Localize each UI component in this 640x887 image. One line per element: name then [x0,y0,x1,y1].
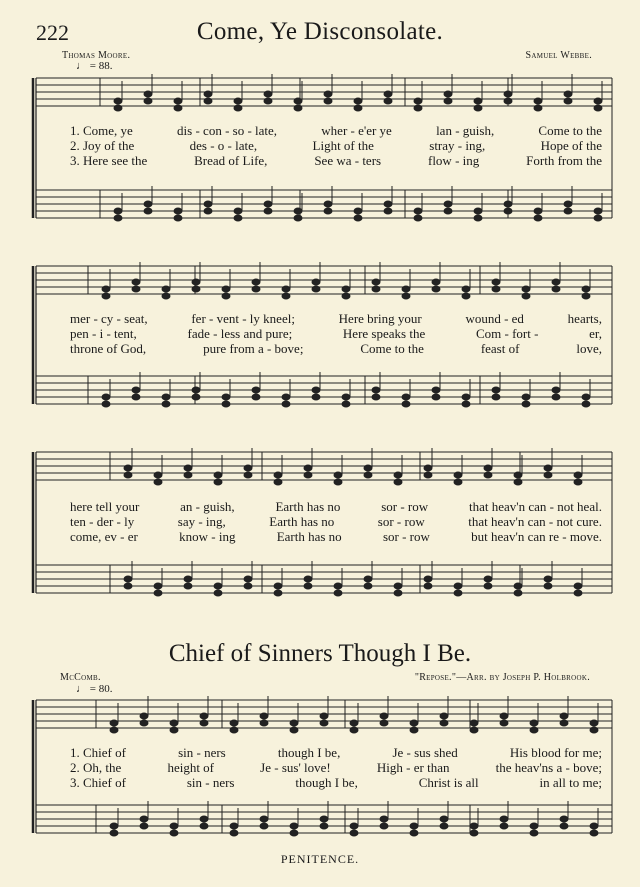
note-head [564,208,572,214]
note-head [324,201,332,207]
author-credit: Thomas Moore. [62,50,131,61]
note-head [424,576,432,582]
note-head [492,387,500,393]
note-head [462,401,470,407]
note-head [402,286,410,292]
note-head [184,472,192,478]
note-head [582,293,590,299]
lyrics-verse-2: ten - der - ly say - ing, Earth has no sor - row that heav'n can - not cure. [70,514,602,529]
note-head [364,583,372,589]
note-head [504,201,512,207]
note-head [102,286,110,292]
note-head [304,583,312,589]
note-head [544,576,552,582]
note-head [544,472,552,478]
note-head [454,590,462,596]
note-head [354,215,362,221]
note-head [320,713,328,719]
note-head [222,401,230,407]
note-head [380,720,388,726]
note-head [424,472,432,478]
note-head [192,279,200,285]
note-head [350,830,358,836]
note-head [380,816,388,822]
lyrics-verse-1: mer - cy - seat, fer - vent - ly kneel; Here bring your wound - ed hearts, [70,311,602,326]
note-head [414,215,422,221]
note-head [514,583,522,589]
note-head [204,201,212,207]
note-head [504,208,512,214]
note-head [424,583,432,589]
note-head [174,105,182,111]
note-head [174,215,182,221]
note-head [200,713,208,719]
tempo-marking: ♩ = 80. [76,683,113,695]
note-head [102,293,110,299]
note-head [514,472,522,478]
note-head [320,816,328,822]
note-head [484,576,492,582]
note-head [342,286,350,292]
note-head [444,91,452,97]
note-head [162,286,170,292]
note-head [200,823,208,829]
note-head [252,394,260,400]
note-head [342,401,350,407]
note-head [124,576,132,582]
note-head [372,279,380,285]
note-head [274,583,282,589]
note-head [474,98,482,104]
note-head [144,201,152,207]
note-head [394,590,402,596]
note-head [140,720,148,726]
note-head [184,583,192,589]
note-head [414,98,422,104]
note-head [264,98,272,104]
note-head [530,823,538,829]
note-head [132,286,140,292]
note-head [574,590,582,596]
note-head [582,401,590,407]
note-head [582,394,590,400]
note-head [282,286,290,292]
note-head [102,394,110,400]
note-head [170,720,178,726]
note-head [474,208,482,214]
note-head [184,576,192,582]
note-head [222,293,230,299]
note-head [594,105,602,111]
note-head [324,208,332,214]
note-head [454,472,462,478]
note-head [290,830,298,836]
note-head [560,713,568,719]
note-head [230,823,238,829]
note-head [244,583,252,589]
note-head [170,727,178,733]
note-head [470,727,478,733]
lyrics-verse-3: 3. Chief of sin - ners though I be, Christ is all in all to me; [70,775,602,790]
note-head [282,293,290,299]
note-head [294,105,302,111]
note-head [504,91,512,97]
note-head [410,830,418,836]
note-head [530,727,538,733]
note-head [154,590,162,596]
note-head [162,293,170,299]
lyrics-verse-2: 2. Oh, the height of Je - sus' love! High - er than the heav'ns a - bove; [70,760,602,775]
note-head [380,823,388,829]
note-head [402,293,410,299]
note-head [294,215,302,221]
note-head [594,215,602,221]
tune-name: McComb. [60,672,101,683]
note-head [560,816,568,822]
note-head [234,105,242,111]
note-head [170,830,178,836]
note-head [384,208,392,214]
note-head [522,401,530,407]
lyrics-verse-3: come, ev - er know - ing Earth has no sor - row but heav'n can re - move. [70,529,602,544]
note-head [440,713,448,719]
note-head [414,208,422,214]
note-head [274,590,282,596]
note-head [230,830,238,836]
note-head [440,816,448,822]
note-head [364,472,372,478]
note-head [462,293,470,299]
note-head [530,830,538,836]
note-head [200,816,208,822]
note-head [444,201,452,207]
note-head [474,215,482,221]
lyrics-verse-1: here tell your an - guish, Earth has no sor - row that heav'n can - not heal. [70,499,602,514]
note-head [522,293,530,299]
note-head [324,98,332,104]
note-head [474,105,482,111]
note-head [594,98,602,104]
note-head [114,208,122,214]
note-head [294,98,302,104]
note-head [372,394,380,400]
note-head [372,286,380,292]
note-head [534,98,542,104]
note-head [144,208,152,214]
note-head [394,479,402,485]
note-head [102,401,110,407]
note-head [244,465,252,471]
note-head [244,472,252,478]
note-head [192,387,200,393]
note-head [522,394,530,400]
note-head [252,387,260,393]
note-head [364,576,372,582]
note-head [114,215,122,221]
note-head [110,720,118,726]
note-head [124,472,132,478]
note-head [564,201,572,207]
note-head [544,465,552,471]
note-head [470,720,478,726]
note-head [144,91,152,97]
note-head [110,823,118,829]
note-head [154,479,162,485]
note-head [290,823,298,829]
note-head [350,823,358,829]
note-head [214,479,222,485]
note-head [384,91,392,97]
note-head [552,394,560,400]
note-head [492,394,500,400]
note-head [462,394,470,400]
note-head [304,576,312,582]
note-head [504,98,512,104]
note-head [384,98,392,104]
note-head [440,720,448,726]
note-head [462,286,470,292]
note-head [110,727,118,733]
note-head [492,286,500,292]
note-head [312,279,320,285]
note-head [124,465,132,471]
note-head [140,816,148,822]
arranger-credit: "Repose."—Arr. by Joseph P. Holbrook. [414,672,590,683]
note-head [590,823,598,829]
note-head [230,727,238,733]
lyrics-verse-1: 1. Come, ye dis - con - so - late, wher - e'er ye lan - guish, Come to the [70,123,602,138]
note-head [492,279,500,285]
note-head [534,105,542,111]
note-head [350,727,358,733]
note-head [260,713,268,719]
note-head [534,208,542,214]
note-head [522,286,530,292]
note-head [334,479,342,485]
note-head [154,472,162,478]
note-head [432,279,440,285]
note-head [500,823,508,829]
note-head [432,394,440,400]
note-head [594,208,602,214]
note-head [410,727,418,733]
note-head [222,286,230,292]
note-head [162,401,170,407]
note-head [354,98,362,104]
note-head [154,583,162,589]
note-head [264,208,272,214]
note-head [294,208,302,214]
note-head [132,279,140,285]
note-head [552,387,560,393]
composer-credit: Samuel Webbe. [525,50,592,61]
note-head [354,208,362,214]
note-head [402,401,410,407]
note-head [590,720,598,726]
note-head [144,98,152,104]
note-head [384,201,392,207]
note-head [234,98,242,104]
note-head [290,727,298,733]
note-head [410,720,418,726]
note-head [590,727,598,733]
note-head [582,286,590,292]
note-head [342,394,350,400]
note-head [140,823,148,829]
note-head [252,286,260,292]
note-head [170,823,178,829]
note-head [234,215,242,221]
note-head [574,472,582,478]
note-head [214,590,222,596]
lyrics-verse-3: throne of God, pure from a - bove; Come to the feast of love, [70,341,602,356]
lyrics-verse-2: 2. Joy of the des - o - late, Light of the stray - ing, Hope of the [70,138,602,153]
lyrics-verse-1: 1. Chief of sin - ners though I be, Je - sus shed His blood for me; [70,745,602,760]
note-head [470,830,478,836]
note-head [560,823,568,829]
note-head [544,583,552,589]
note-head [132,394,140,400]
note-head [282,394,290,400]
note-head [334,590,342,596]
note-head [454,479,462,485]
note-head [282,401,290,407]
note-head [260,720,268,726]
note-head [140,713,148,719]
note-head [234,208,242,214]
note-head [334,583,342,589]
note-head [114,105,122,111]
note-head [364,465,372,471]
note-head [200,720,208,726]
hymn-title: Chief of Sinners Though I Be. [168,640,472,667]
note-head [354,105,362,111]
note-head [514,590,522,596]
note-head [432,387,440,393]
note-head [274,472,282,478]
note-head [304,465,312,471]
note-head [274,479,282,485]
note-head [214,583,222,589]
note-head [320,823,328,829]
note-head [574,583,582,589]
note-head [444,98,452,104]
tempo-marking: ♩ = 88. [76,60,113,72]
note-head [174,98,182,104]
note-head [574,479,582,485]
note-head [334,472,342,478]
note-head [174,208,182,214]
note-head [214,472,222,478]
note-head [252,279,260,285]
note-head [552,279,560,285]
note-head [324,91,332,97]
note-head [402,394,410,400]
note-head [484,465,492,471]
note-head [424,465,432,471]
note-head [484,583,492,589]
note-head [132,387,140,393]
note-head [530,720,538,726]
note-head [500,713,508,719]
note-head [230,720,238,726]
note-head [514,479,522,485]
note-head [484,472,492,478]
note-head [414,105,422,111]
page-number: 222 [36,20,69,45]
note-head [380,713,388,719]
note-head [500,720,508,726]
note-head [264,201,272,207]
note-head [244,576,252,582]
note-head [222,394,230,400]
note-head [470,823,478,829]
note-head [124,583,132,589]
note-head [162,394,170,400]
note-head [432,286,440,292]
note-head [204,208,212,214]
note-head [110,830,118,836]
note-head [444,208,452,214]
note-head [312,394,320,400]
note-head [260,823,268,829]
note-head [320,720,328,726]
note-head [500,816,508,822]
note-head [350,720,358,726]
note-head [394,472,402,478]
note-head [114,98,122,104]
lyrics-verse-3: 3. Here see the Bread of Life, See wa - ters flow - ing Forth from the [70,153,602,168]
note-head [312,387,320,393]
note-head [410,823,418,829]
note-head [560,720,568,726]
note-head [534,215,542,221]
hymn-title: Come, Ye Disconsolate. [196,18,444,45]
note-head [304,472,312,478]
note-head [290,720,298,726]
note-head [590,830,598,836]
section-footer: PENITENCE. [280,852,360,866]
note-head [394,583,402,589]
note-head [264,91,272,97]
note-head [564,98,572,104]
note-head [312,286,320,292]
note-head [204,91,212,97]
note-head [192,394,200,400]
note-head [192,286,200,292]
lyrics-verse-2: pen - i - tent, fade - less and pure; Here speaks the Com - fort - er, [70,326,602,341]
note-head [552,286,560,292]
note-head [372,387,380,393]
note-head [440,823,448,829]
note-head [184,465,192,471]
note-head [454,583,462,589]
note-head [260,816,268,822]
note-head [564,91,572,97]
note-head [204,98,212,104]
note-head [342,293,350,299]
